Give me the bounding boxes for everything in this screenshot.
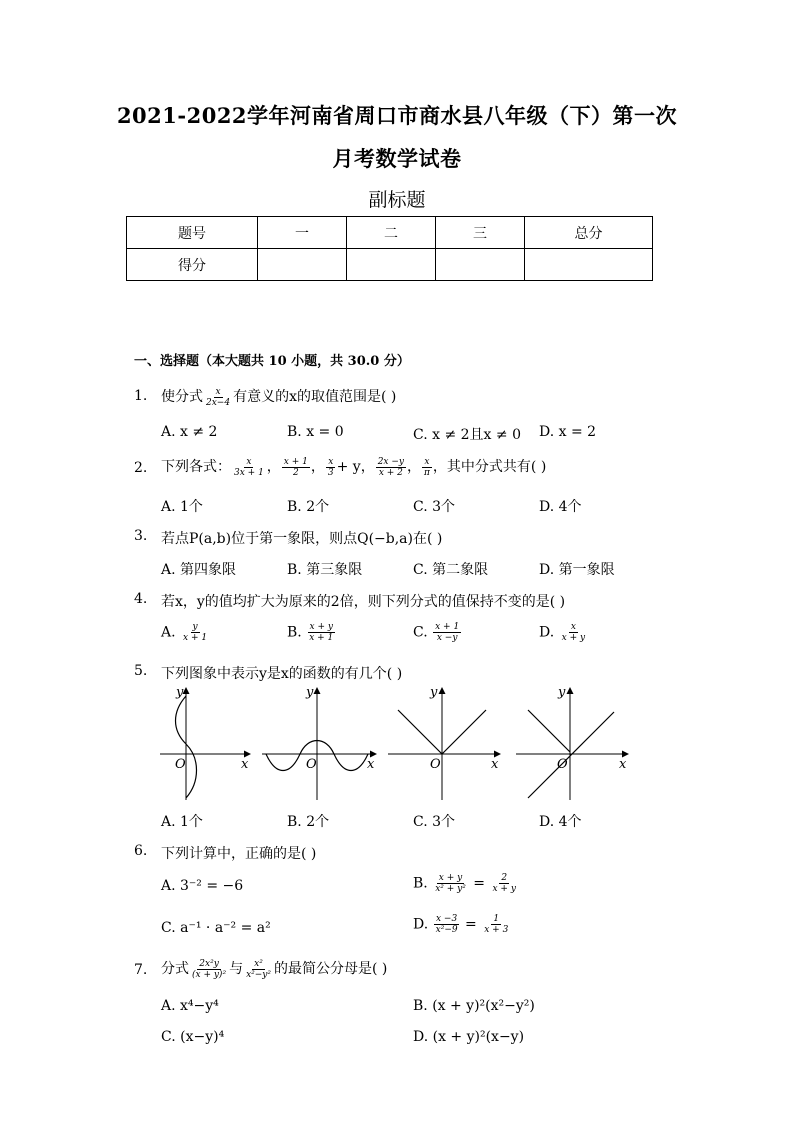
axis-y-label: y [306,685,314,700]
graph-3 [388,685,500,800]
option-a[interactable]: A. 第四象限 [161,562,237,578]
question-text: + y， [336,459,375,475]
question-text: 下列各式： [161,459,231,475]
option-d[interactable]: D. (x + y)²(x−y) [413,1029,525,1045]
option-b[interactable]: B. $\frac{x + y}{x + 1}$ [287,622,334,643]
fraction: $\frac{x}{\pi}$ [424,456,430,478]
function-graphs [150,682,640,802]
option-b[interactable]: B. x = 0 [287,424,344,440]
fraction: $\frac{1}{x + 3}$ [484,914,509,935]
option-c[interactable]: C. $\frac{x + 1}{x -y}$ [413,622,460,643]
option-a[interactable]: A. 1个 [161,499,203,515]
graph-2 [262,685,376,800]
option-d[interactable]: D. 第一象限 [539,562,615,578]
graph-4 [516,685,628,800]
option-d[interactable]: D. 4个 [539,499,582,515]
question-number: 7. [134,962,148,978]
fraction: $\frac{x}{3x + 1}$ [234,456,264,478]
question-text: 下列图象中表示y是x的函数的有几个( ) [161,666,403,682]
score-header-cell: 三 [436,217,525,249]
score-header-cell: 一 [258,217,347,249]
origin-label: O [430,757,441,772]
fraction: $\frac{x + y}{x + 1}$ [309,622,334,643]
option-c[interactable]: C. a⁻¹ · a⁻² = a² [161,920,271,936]
score-row-label: 得分 [127,249,258,281]
fraction: $\frac{2}{x + y}$ [492,873,516,894]
question-text: 若点P(a,b)位于第一象限，则点Q(−b,a)在( ) [161,531,443,547]
option-c[interactable]: C. 3个 [413,499,456,515]
score-table-header-row [127,217,653,249]
option-b[interactable]: B. 第三象限 [287,562,363,578]
option-d[interactable]: D. x = 2 [539,424,597,440]
question-text: ，其中分式共有( ) [432,459,547,475]
exam-title-line2: 月考数学试卷 [332,146,462,171]
axis-y-label: y [558,685,566,700]
axis-x-label: x [241,757,249,772]
question-number: 2. [134,460,148,476]
option-b[interactable]: B. 2个 [287,814,330,830]
fraction: $\frac{x}{x + y}$ [561,622,586,643]
question-number: 6. [134,843,148,859]
fraction: $\frac{\text{x²}}{\text{x²−y²}}$ [246,958,271,980]
question-number: 1. [134,388,148,404]
fraction: $\frac{2x -y}{x + 2}$ [377,456,404,478]
option-b[interactable]: B. 2个 [287,499,330,515]
fraction: $\frac{\text{2x²y}}{\text{(x + y)²}}$ [192,958,227,980]
fraction: $\frac{x -3}{\text{x²−9}}$ [435,914,458,935]
question-text: 分式 [161,961,189,977]
option-d[interactable]: D. 4个 [539,814,582,830]
axis-x-label: x [619,757,627,772]
exam-subtitle: 副标题 [368,189,426,211]
option-b[interactable]: B. (x + y)²(x²−y²) [413,998,535,1014]
score-header-cell: 二 [347,217,436,249]
fraction: $\frac{x + 1}{x -y}$ [435,622,460,643]
axis-x-label: x [367,757,375,772]
axis-y-label: y [176,685,184,700]
option-d[interactable]: D. $\frac{x}{x + y}$ [539,622,586,643]
option-a[interactable]: A. 3⁻² = −6 [161,878,244,894]
question-text: 下列计算中，正确的是( ) [161,846,317,862]
score-header-cell: 题号 [127,217,258,249]
option-d[interactable]: D. $\frac{x -3}{\text{x²−9}}$ = $\frac{1}{x + 3}$ [413,914,509,935]
axis-y-label: y [430,685,438,700]
option-a[interactable]: A. 1个 [161,814,203,830]
fraction: $\frac{x}{2x-4}$ [206,386,231,408]
question-number: 3. [134,528,148,544]
question-text: 有意义的x的取值范围是( ) [233,389,397,405]
origin-label: O [557,757,568,772]
option-b[interactable]: B. $\frac{x + y}{\text{x² + y²}}$ = $\frac{2}{x + y}$ [413,873,516,894]
question-number: 4. [134,591,148,607]
fraction: $\frac{x + 1}{2}$ [283,456,308,478]
option-c[interactable]: C. (x−y)⁴ [161,1029,225,1045]
option-a[interactable]: A. x⁴−y⁴ [161,998,219,1014]
fraction: $\frac{y}{x + 1}$ [183,622,208,643]
score-table [126,216,653,281]
graph-1 [160,685,250,800]
question-text: 与 [229,961,244,977]
section-heading: 一、选择题（本大题共 10 小题，共 30.0 分） [134,354,410,369]
score-header-cell: 总分 [525,217,653,249]
score-cell[interactable] [258,249,347,281]
option-a[interactable]: A. $\frac{y}{x + 1}$ [161,622,208,643]
origin-label: O [306,757,317,772]
score-cell[interactable] [347,249,436,281]
fraction: $\frac{x + y}{\text{x² + y²}}$ [435,873,466,894]
question-text: 的最简公分母是( ) [273,961,388,977]
score-table-row [127,249,653,281]
origin-label: O [175,757,186,772]
option-c[interactable]: C. 第二象限 [413,562,489,578]
fraction: $\frac{x}{3}$ [327,456,334,478]
question-number: 5. [134,663,148,679]
exam-title-line1: 2021-2022学年河南省周口市商水县八年级（下）第一次 [116,103,678,128]
option-c[interactable]: C. 3个 [413,814,456,830]
score-cell[interactable] [436,249,525,281]
option-c[interactable]: C. x ≠ 2且x ≠ 0 [413,427,521,443]
question-text: 若x，y的值均扩大为原来的2倍，则下列分式的值保持不变的是( ) [161,594,566,610]
score-cell[interactable] [525,249,653,281]
axis-x-label: x [491,757,499,772]
option-a[interactable]: A. x ≠ 2 [161,424,218,440]
question-text: 使分式 [161,389,203,405]
